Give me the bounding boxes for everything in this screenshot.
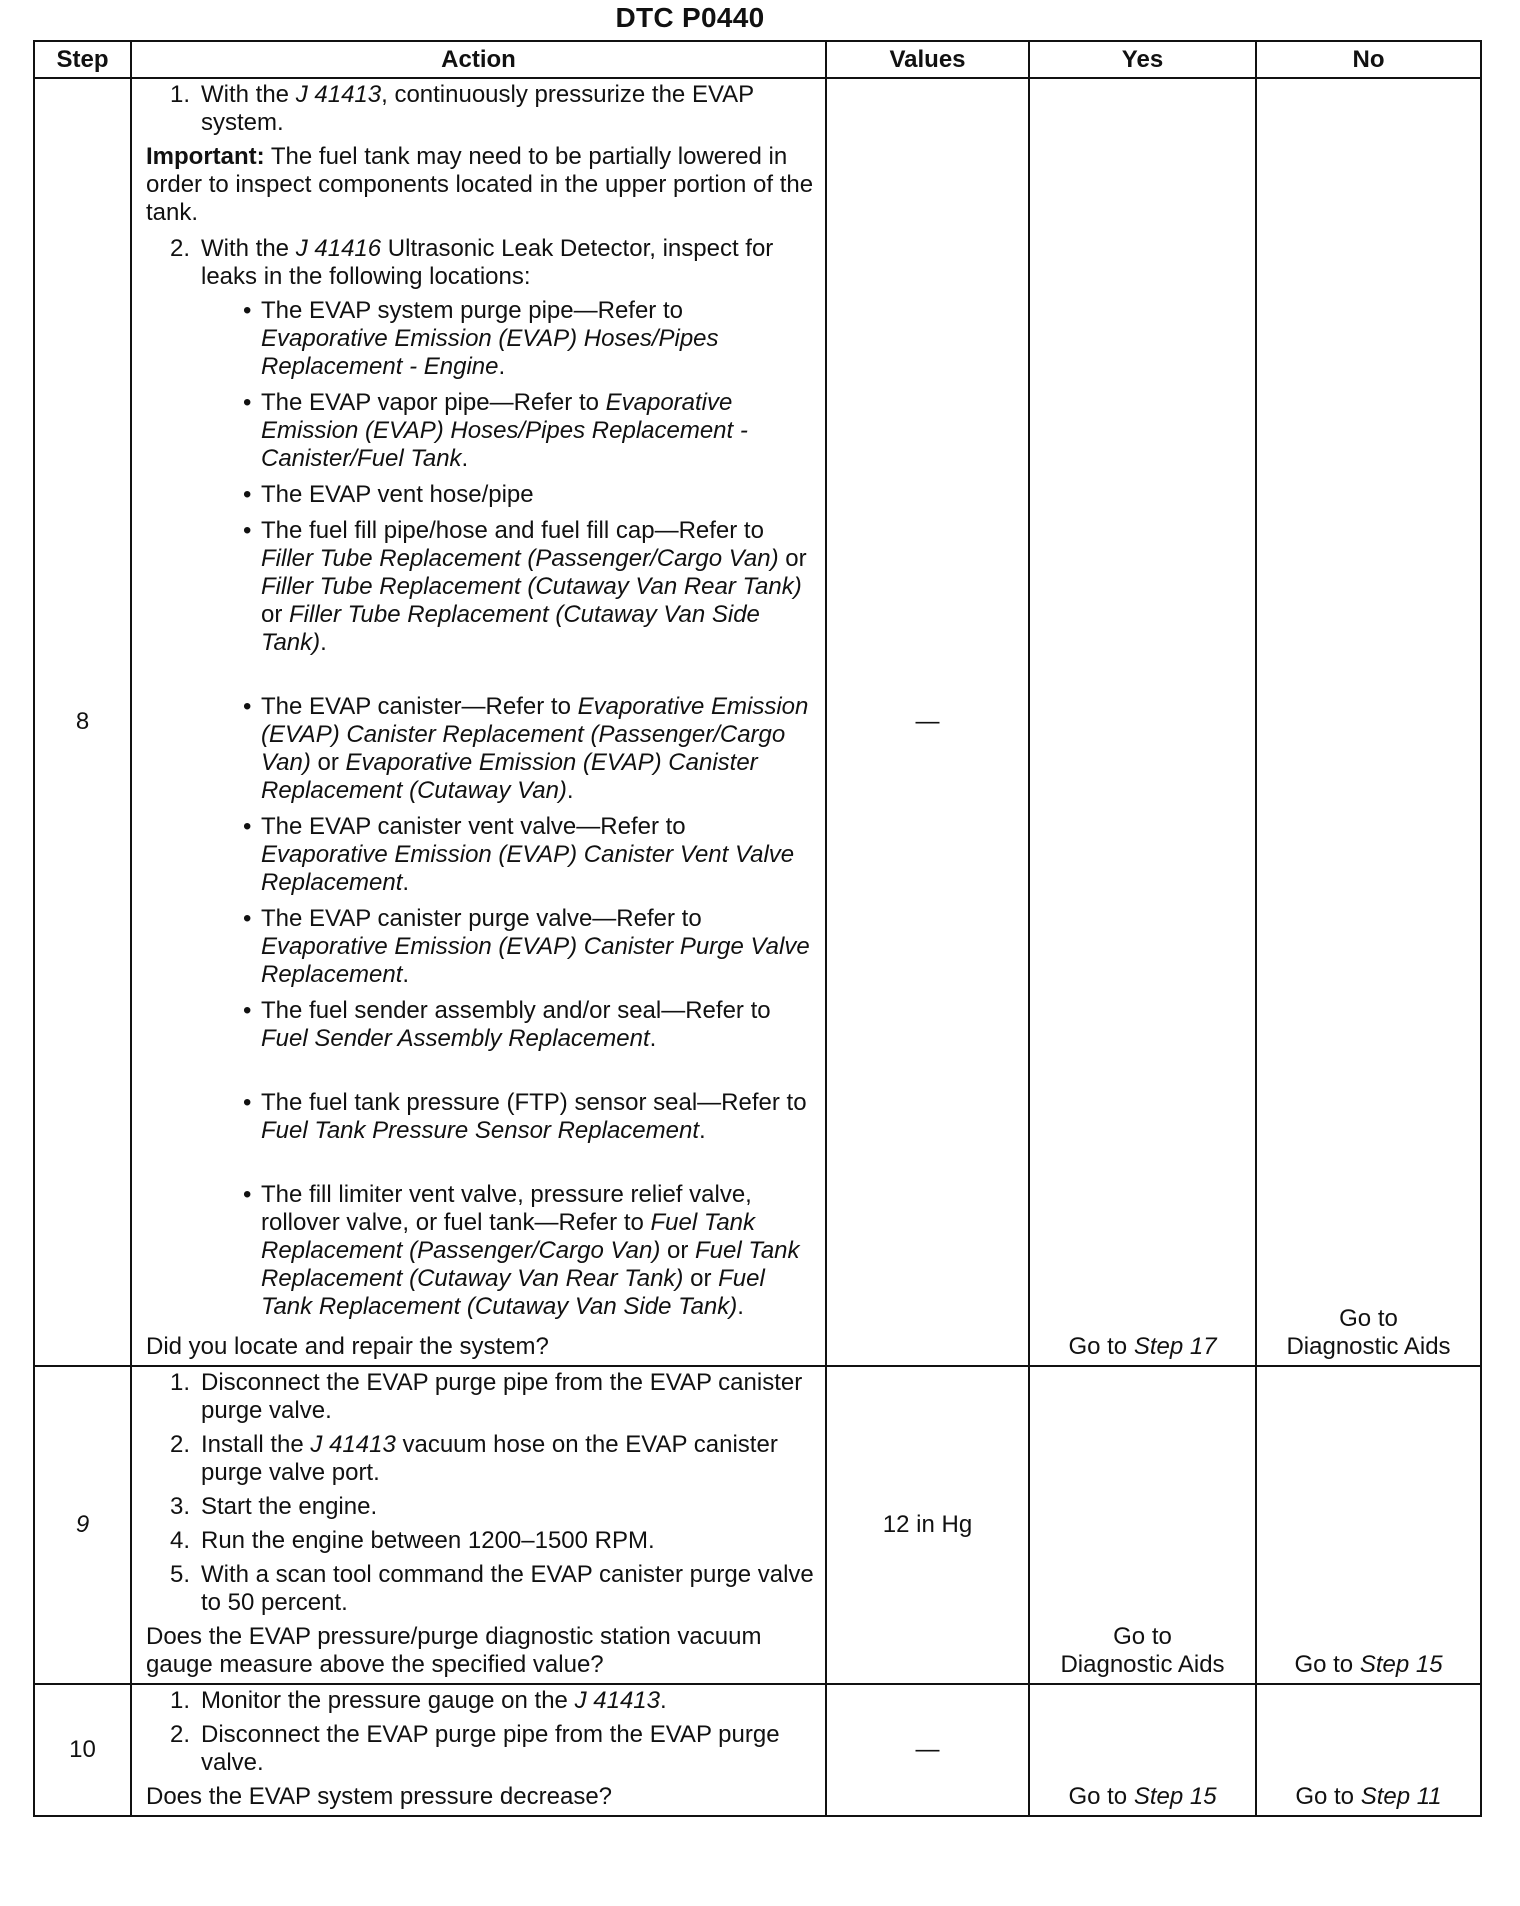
reference-text: Fuel Tank Replacement (Cutaway Van Side Tank)	[261, 1265, 765, 1320]
numbered-step	[146, 1721, 815, 1777]
reference-text: Fuel Tank Pressure Sensor Replacement	[261, 1117, 699, 1144]
step-number: 1.	[170, 1687, 191, 1714]
reference-text: Evaporative Emission (EVAP) Canister Vent Valve Replacement	[261, 841, 795, 896]
step-text: With the J 41413, continuously pressurize the EVAP system.	[201, 81, 754, 136]
location-item: • The EVAP system purge pipe—Refer to Evaporative Emission (EVAP) Hoses/Pipes Replacement - Engine.	[201, 297, 815, 381]
reference-text: J 41416	[295, 235, 382, 262]
numbered-steps	[146, 81, 815, 137]
reference-text: Step 15	[1133, 1783, 1217, 1810]
reference-text: Fuel Tank Replacement (Cutaway Van Rear Tank)	[261, 1237, 800, 1292]
reference-text: Evaporative Emission (EVAP) Canister Purge Valve Replacement	[261, 933, 810, 988]
numbered-steps	[146, 1687, 815, 1777]
location-item: • The fill limiter vent valve, pressure relief valve, rollover valve, or fuel tank—Refer to Fuel Tank Replacement (Passenger/Cargo Van) or Fuel Tank Replacement (Cutaway Van Rear Tank) or Fuel Tank Replacement (Cutaway Van Side Tank).	[201, 1181, 815, 1321]
step-text: Start the engine.	[201, 1493, 378, 1520]
yes-cell: Go to Diagnostic Aids	[1029, 1366, 1256, 1684]
numbered-step	[146, 235, 815, 1321]
reference-text: J 41413	[295, 81, 382, 108]
numbered-step	[146, 1527, 815, 1555]
header-no: No	[1256, 41, 1481, 78]
step-text: Monitor the pressure gauge on the J 41413.	[201, 1687, 667, 1714]
important-note: Important: The fuel tank may need to be partially lowered in order to inspect components located in the upper portion of the tank.	[146, 143, 814, 226]
step-cell: 9	[34, 1366, 131, 1684]
values-cell: 12 in Hg	[826, 1366, 1029, 1684]
reference-text: J 41413	[310, 1431, 396, 1458]
no-cell: Go to Step 15	[1256, 1366, 1481, 1684]
step-text: With the J 41416 Ultrasonic Leak Detector, inspect for leaks in the following locations:	[201, 235, 774, 290]
step-number: 3.	[170, 1493, 191, 1520]
header-yes: Yes	[1029, 41, 1256, 78]
location-list	[201, 297, 815, 1321]
numbered-step	[146, 1493, 815, 1521]
reference-text: Step 17	[1133, 1333, 1217, 1360]
step-text: Disconnect the EVAP purge pipe from the EVAP purge valve.	[201, 1721, 780, 1776]
step-text: Install the J 41413 vacuum hose on the EVAP canister purge valve port.	[201, 1431, 778, 1486]
question-text: Does the EVAP pressure/purge diagnostic station vacuum gauge measure above the specified value?	[146, 1623, 762, 1678]
step-number: 2.	[170, 1431, 191, 1458]
reference-text: Filler Tube Replacement (Cutaway Van Side Tank)	[261, 601, 760, 656]
location-item: • The fuel tank pressure (FTP) sensor seal—Refer to Fuel Tank Pressure Sensor Replacement.	[201, 1089, 815, 1145]
location-item: • The EVAP canister vent valve—Refer to Evaporative Emission (EVAP) Canister Vent Valve Replacement.	[201, 813, 815, 897]
step-number: 1.	[170, 81, 191, 108]
reference-text: Fuel Sender Assembly Replacement	[261, 1025, 650, 1052]
table-row	[34, 1684, 1481, 1816]
reference-text: Fuel Tank Replacement (Passenger/Cargo Van)	[261, 1209, 756, 1264]
step-number: 1.	[170, 1369, 191, 1396]
location-item: • The EVAP vapor pipe—Refer to Evaporative Emission (EVAP) Hoses/Pipes Replacement - Canister/Fuel Tank.	[201, 389, 815, 473]
reference-text: J 41413	[574, 1687, 660, 1714]
step-cell: 8	[34, 78, 131, 1366]
page-title: DTC P0440	[615, 2, 765, 33]
numbered-steps	[146, 1369, 815, 1617]
table-row	[34, 1366, 1481, 1684]
location-item: • The fuel sender assembly and/or seal—Refer to Fuel Sender Assembly Replacement.	[201, 997, 815, 1053]
reference-text: Evaporative Emission (EVAP) Hoses/Pipes Replacement - Canister/Fuel Tank	[261, 389, 748, 472]
header-row	[34, 41, 1481, 78]
numbered-step	[146, 81, 815, 137]
reference-text: Step 11	[1360, 1783, 1442, 1810]
location-item: • The EVAP canister—Refer to Evaporative Emission (EVAP) Canister Replacement (Passenger/Cargo Van) or Evaporative Emission (EVAP) Canister Replacement (Cutaway Van).	[201, 693, 815, 805]
action-cell	[131, 1366, 826, 1684]
step-number: 5.	[170, 1561, 191, 1588]
location-item: • The fuel fill pipe/hose and fuel fill cap—Refer to Filler Tube Replacement (Passenger/Cargo Van) or Filler Tube Replacement (Cutaway Van Rear Tank) or Filler Tube Replacement (Cutaway Van Side Tank).	[201, 517, 815, 657]
no-cell: Go to Step 11	[1256, 1684, 1481, 1816]
step-number: 4.	[170, 1527, 191, 1554]
values-cell: —	[826, 78, 1029, 1366]
step-number: 2.	[170, 235, 191, 262]
numbered-steps	[146, 235, 815, 1321]
location-item: • The EVAP canister purge valve—Refer to Evaporative Emission (EVAP) Canister Purge Valve Replacement.	[201, 905, 815, 989]
table-row	[34, 78, 1481, 1366]
reference-text: Evaporative Emission (EVAP) Canister Replacement (Passenger/Cargo Van)	[261, 693, 809, 776]
header-step: Step	[34, 41, 131, 78]
reference-text: Filler Tube Replacement (Cutaway Van Rear Tank)	[261, 573, 802, 600]
step-text: Disconnect the EVAP purge pipe from the EVAP canister purge valve.	[201, 1369, 803, 1424]
step-text: With a scan tool command the EVAP canister purge valve to 50 percent.	[201, 1561, 814, 1616]
table-body	[34, 78, 1481, 1816]
header-values: Values	[826, 41, 1029, 78]
action-cell	[131, 78, 826, 1366]
important-label: Important:	[146, 143, 265, 170]
location-item: • The EVAP vent hose/pipe	[201, 481, 815, 509]
no-cell: Go to Diagnostic Aids	[1256, 78, 1481, 1366]
step-number: 2.	[170, 1721, 191, 1748]
diagnostic-table	[33, 40, 1482, 1817]
reference-text: Filler Tube Replacement (Passenger/Cargo Van)	[261, 545, 779, 572]
step-cell: 10	[34, 1684, 131, 1816]
reference-text: Step 15	[1359, 1651, 1443, 1678]
numbered-step	[146, 1687, 815, 1715]
yes-cell: Go to Step 17	[1029, 78, 1256, 1366]
header-action: Action	[131, 41, 826, 78]
question-text: Did you locate and repair the system?	[146, 1333, 549, 1360]
numbered-step	[146, 1369, 815, 1425]
action-cell	[131, 1684, 826, 1816]
reference-text: Evaporative Emission (EVAP) Hoses/Pipes Replacement - Engine	[261, 325, 719, 380]
step-text: Run the engine between 1200–1500 RPM.	[201, 1527, 655, 1554]
yes-cell: Go to Step 15	[1029, 1684, 1256, 1816]
question-text: Does the EVAP system pressure decrease?	[146, 1783, 613, 1810]
values-cell: —	[826, 1684, 1029, 1816]
reference-text: Evaporative Emission (EVAP) Canister Replacement (Cutaway Van)	[261, 749, 758, 804]
numbered-step	[146, 1561, 815, 1617]
numbered-step	[146, 1431, 815, 1487]
